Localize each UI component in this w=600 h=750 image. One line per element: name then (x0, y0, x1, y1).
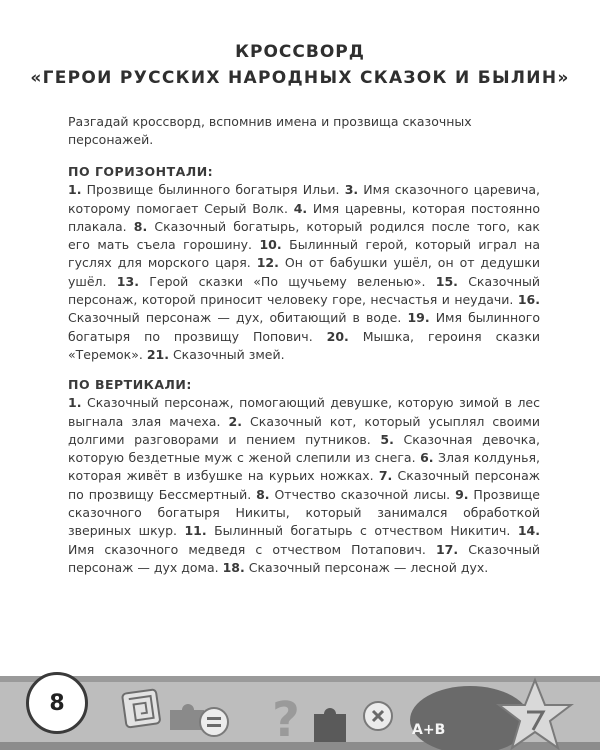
clue-text: Злая колдунья, которая живёт в избушке на курьих ножках. (68, 450, 540, 484)
clue-number: 1. (68, 182, 82, 198)
clue-text: Герой сказки «По щучьему веленью». (138, 273, 436, 289)
vertical-clue-list (68, 395, 540, 575)
clue-number: 5. (380, 431, 394, 447)
clue-number: 17. (435, 541, 459, 557)
clue-number: 6. (420, 450, 434, 466)
clue-number: 14. (517, 523, 540, 539)
clue (184, 523, 517, 538)
question-mark-icon (272, 692, 300, 748)
clue-text: Сказочный змей. (168, 346, 285, 362)
clue-text: Сказочный персонаж по прозвищу Бессмертный. (68, 468, 540, 502)
horizontal-clues (68, 163, 540, 364)
clue-text: Сказочная девочка, которую бездетные муж с женой слепили из снега. (68, 431, 540, 466)
page-title: КРОССВОРД (235, 42, 365, 62)
clue-text: Прозвище былинного богатыря Ильи. (81, 182, 345, 198)
footer-top-stripe (0, 676, 600, 682)
clue-text: Былинный богатырь с отчеством Никитич. (206, 523, 518, 539)
page-number: 8 (26, 672, 88, 734)
clue (223, 560, 489, 575)
horizontal-heading: ПО ГОРИЗОНТАЛИ: (68, 164, 214, 179)
clue-text: Сказочный кот, который усыплял своими долгими разговорами и пением путников. (68, 413, 540, 447)
clue-number: 2. (228, 413, 242, 429)
clue-text: Мышка, героиня сказки «Теремок». (68, 328, 540, 362)
multiply-icon (364, 702, 392, 730)
clue-text: Былинный герой, который играл на гуслях для морского царя. (68, 237, 540, 271)
clue-number: 19. (407, 310, 430, 326)
clue-text: Имя сказочного царевича, которому помогает Серый Волк. (68, 182, 540, 216)
clue-text: Сказочный персонаж — дух дома. (68, 541, 540, 575)
clue-number: 1. (68, 395, 82, 411)
vertical-clues (68, 376, 540, 577)
clue-text: Сказочный персонаж, которой приносит человеку горе, несчастья и неудачи. (68, 273, 540, 308)
clue-number: 10. (259, 237, 282, 253)
clue-number: 8. (133, 218, 148, 234)
intro-text: Разгадай кроссворд, вспомнив имена и прозвища сказочных персонажей. (68, 114, 472, 147)
clue-number: 11. (184, 523, 207, 539)
clue-number: 9. (455, 486, 469, 502)
clue-number: 20. (326, 328, 349, 344)
clue-text: Сказочный персонаж — лесной дух. (244, 559, 489, 575)
clue-text: Отчество сказочной лисы. (269, 486, 456, 502)
clue-text: Прозвище сказочного богатыря Никиты, который занимался обработкой звериных шкур. (68, 486, 541, 539)
decor-text-ab: A+B (412, 722, 446, 738)
clue (256, 487, 455, 502)
svg-text:?: ? (272, 692, 300, 748)
clue-text: Сказочный персонаж — дух, обитающий в воде. (68, 310, 408, 326)
clue (147, 347, 285, 362)
horizontal-clue-list (68, 182, 540, 362)
clue-text: Сказочный персонаж, помогающий девушке, которую зимой в лес выгнала злая мачеха. (68, 395, 540, 429)
clue-text: Имя сказочного медведя с отчеством Потапович. (68, 541, 436, 557)
clue-number: 3. (344, 182, 359, 198)
clue-text: Имя царевны, которая постоянно плакала. (68, 200, 540, 234)
clue-number: 12. (256, 255, 279, 271)
clue-number: 15. (435, 273, 458, 289)
clue-number: 16. (517, 292, 540, 308)
clue-number: 4. (293, 200, 308, 216)
decorative-footer (0, 662, 600, 750)
clue-text: Он от бабушки ушёл, он от дедушки ушёл. (68, 255, 540, 289)
clue-number: 8. (256, 486, 270, 502)
clue-number: 21. (146, 346, 169, 362)
clue-number: 13. (116, 273, 139, 289)
clue-number: 7. (378, 468, 393, 484)
maze-icon (122, 689, 160, 727)
clue-text: Сказочный богатырь, который родился после того, как его мать съела горошину. (68, 218, 540, 253)
page-subtitle: «ГЕРОИ РУССКИХ НАРОДНЫХ СКАЗОК И БЫЛИН» (30, 68, 570, 88)
vertical-heading: ПО ВЕРТИКАЛИ: (68, 377, 192, 392)
clue-number: 18. (222, 559, 245, 575)
equals-icon (200, 708, 228, 736)
clue (117, 274, 436, 289)
clue-text: Имя былинного богатыря по прозвищу Попович. (68, 310, 540, 344)
clue (68, 182, 345, 197)
